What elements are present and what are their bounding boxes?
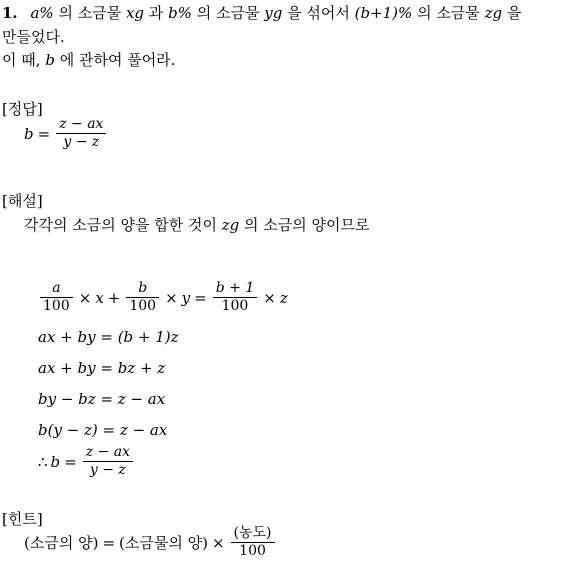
fraction-b-plus-1-over-100 — [213, 280, 258, 315]
times-sign: × — [263, 288, 276, 307]
problem-text: 을 섞어서 — [287, 4, 350, 22]
step-5-equation: b(y − z) = z − ax — [38, 421, 168, 439]
times-sign: × — [165, 288, 178, 307]
intro-variable: zg — [221, 216, 240, 234]
step-3-equation: ax + by = bz + z — [38, 359, 166, 377]
fraction-numerator: z − ax — [85, 444, 130, 460]
problem-term: (b+1)% — [354, 4, 413, 22]
hint-equation — [24, 525, 277, 560]
problem-term: yg — [264, 4, 283, 22]
step-2-equation: ax + by = (b + 1)z — [38, 328, 179, 346]
hint-fraction — [231, 525, 275, 560]
variable-x: x — [95, 288, 104, 307]
step-6-equation — [38, 444, 135, 479]
problem-text: 과 — [148, 4, 164, 22]
fraction-numerator: b + 1 — [215, 280, 255, 296]
problem-text: 의 소금물 — [196, 4, 260, 22]
fraction-numerator: z − ax — [59, 116, 104, 132]
step-6-fraction — [83, 444, 133, 479]
variable-z: z — [279, 288, 288, 307]
step-6-lhs: b — [50, 452, 61, 471]
problem-term: xg — [125, 4, 145, 22]
intro-text: 의 소금의 양이므로 — [244, 216, 370, 234]
times-sign: × — [78, 288, 92, 307]
equals-sign: = — [37, 124, 51, 143]
fraction-b-over-100 — [126, 280, 159, 315]
variable-y: y — [181, 288, 191, 307]
fraction-numerator: (농도) — [233, 525, 272, 541]
answer-heading: [정답] — [2, 100, 43, 118]
problem-term: zg — [484, 4, 503, 22]
step-4-equation: by − bz = z − ax — [38, 390, 166, 408]
problem-term: b% — [168, 4, 192, 22]
hint-heading: [힌트] — [2, 510, 43, 528]
fraction-denominator: y − z — [63, 134, 100, 150]
fraction-denominator: 100 — [43, 298, 70, 314]
problem-line-2: 만들었다. — [2, 28, 65, 46]
problem-term: a% — [30, 4, 54, 22]
problem-number: 1. — [2, 4, 18, 22]
equals-sign: = — [194, 288, 207, 307]
answer-fraction — [56, 116, 106, 151]
hint-mid: (소금물의 양) — [119, 534, 208, 552]
problem-text: 을 — [506, 4, 522, 22]
problem-variable: b — [45, 51, 55, 69]
fraction-numerator: b — [138, 280, 148, 296]
fraction-a-over-100 — [40, 280, 73, 315]
problem-text: 의 소금물 — [417, 4, 480, 22]
equals-sign: = — [102, 533, 116, 552]
problem-text: 이 때, — [2, 51, 41, 69]
problem-text: 의 소금물 — [58, 4, 122, 22]
intro-text: 각각의 소금의 양을 합한 것이 — [24, 216, 217, 234]
explanation-intro — [24, 216, 370, 234]
times-sign: × — [211, 533, 225, 552]
problem-line-3 — [2, 51, 175, 69]
fraction-denominator: y − z — [89, 462, 126, 478]
therefore-symbol: ∴ — [38, 452, 48, 471]
problem-line-1 — [2, 4, 521, 22]
fraction-numerator: a — [52, 280, 61, 296]
fraction-denominator: 100 — [239, 543, 266, 559]
fraction-denominator: 100 — [129, 298, 157, 314]
step-1-equation — [38, 280, 288, 315]
hint-lhs: (소금의 양) — [24, 534, 99, 552]
equals-sign: = — [64, 452, 77, 471]
explanation-heading: [해설] — [2, 192, 43, 210]
answer-equation — [24, 116, 108, 151]
fraction-denominator: 100 — [221, 298, 249, 314]
plus-sign: + — [107, 288, 121, 307]
problem-text: 에 관하여 풀어라. — [59, 51, 176, 69]
answer-lhs: b — [24, 124, 34, 143]
